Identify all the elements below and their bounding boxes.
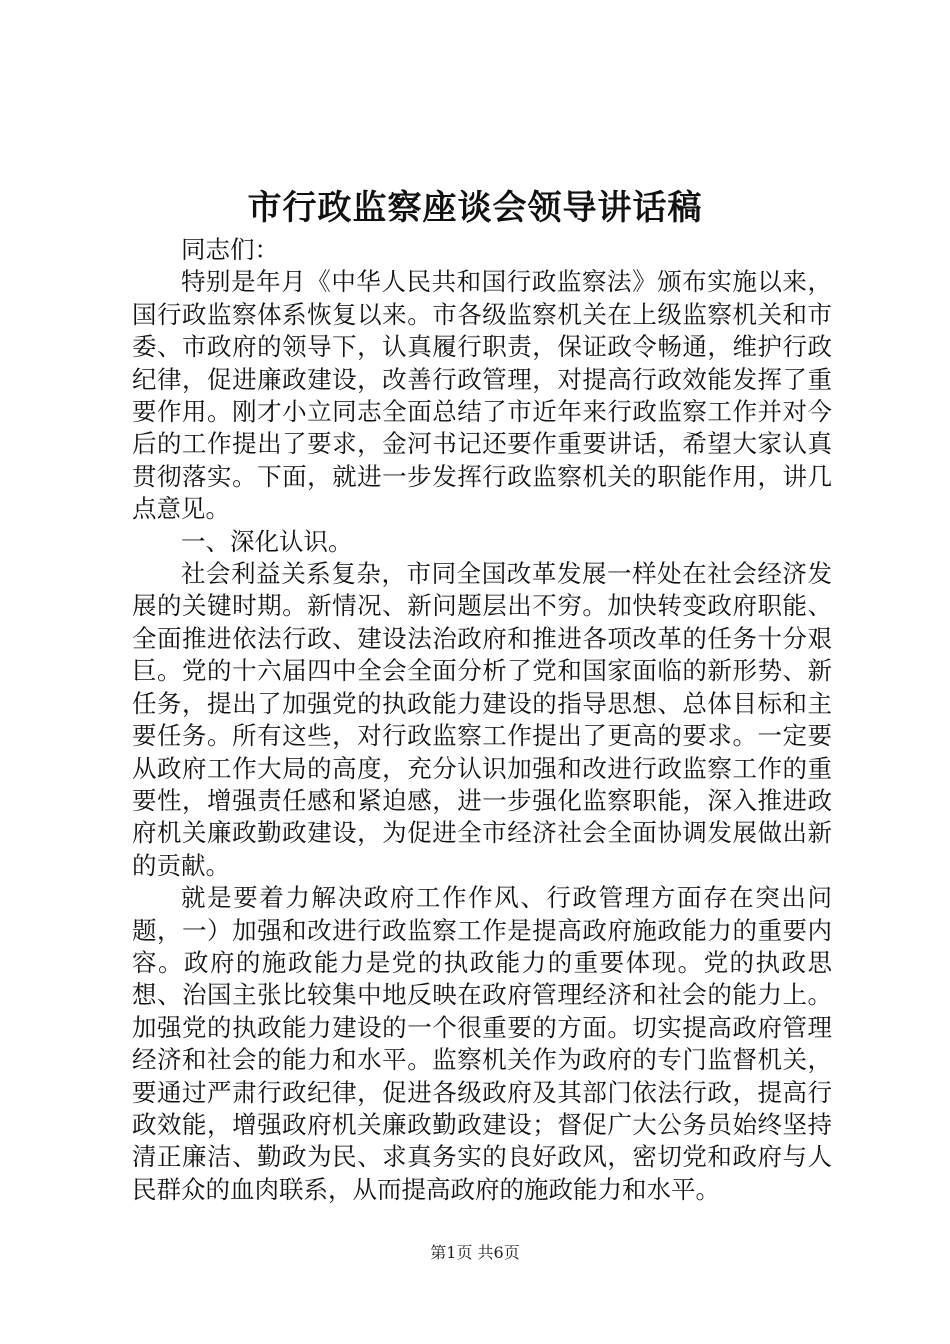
document-body bbox=[132, 234, 832, 1206]
salutation-paragraph: 同志们： bbox=[181, 235, 279, 264]
document-title: 市行政监察座谈会领导讲话稿 bbox=[247, 188, 703, 228]
section-heading: 一、深化认识。 bbox=[181, 526, 353, 556]
page-number-footer: 第1页 共6页 bbox=[430, 1243, 520, 1262]
intro-paragraph: 特别是年月《中华人民共和国行政监察法》颁布实施以来，国行政监察体系恢复以来。市各级监察机关在上级监察机关和市委、市政府的领导下，认真履行职责，保证政令畅通，维护行政纪律，促进廉政建设，改善行政管理，对提高行政效能发挥了重要作用。刚才小立同志全面总结了市近年来行政监察工作并对今后的工作提出了要求，金河书记还要作重要讲话，希望大家认真贯彻落实。下面，就进一步发挥行政监察机关的职能作用，讲几点意见。 bbox=[132, 267, 832, 524]
body-paragraph: 社会利益关系复杂，市同全国改革发展一样处在社会经济发展的关键时期。新情况、新问题层出不穷。加快转变政府职能、全面推进依法行政、建设法治政府和推进各项改革的任务十分艰巨。党的十六届四中全会全面分析了党和国家面临的新形势、新任务，提出了加强党的执政能力建设的指导思想、总体目标和主要任务。所有这些，对行政监察工作提出了更高的要求。一定要从政府工作大局的高度，充分认识加强和改进行政监察工作的重要性，增强责任感和紧迫感，进一步强化监察职能，深入推进政府机关廉政勤政建设，为促进全市经济社会全面协调发展做出新的贡献。 bbox=[132, 559, 832, 880]
body-paragraph: 就是要着力解决政府工作作风、行政管理方面存在突出问题，一）加强和改进行政监察工作是提高政府施政能力的重要内容。政府的施政能力是党的执政能力的重要体现。党的执政思想、治国主张比较集中地反映在政府管理经济和社会的能力上。加强党的执政能力建设的一个很重要的方面。切实提高政府管理经济和社会的能力和水平。监察机关作为政府的专门监督机关，要通过严肃行政纪律，促进各级政府及其部门依法行政，提高行政效能，增强政府机关廉政勤政建设；督促广大公务员始终坚持清正廉洁、勤政为民、求真务实的良好政风，密切党和政府与人民群众的血肉联系，从而提高政府的施政能力和水平。 bbox=[132, 883, 832, 1204]
